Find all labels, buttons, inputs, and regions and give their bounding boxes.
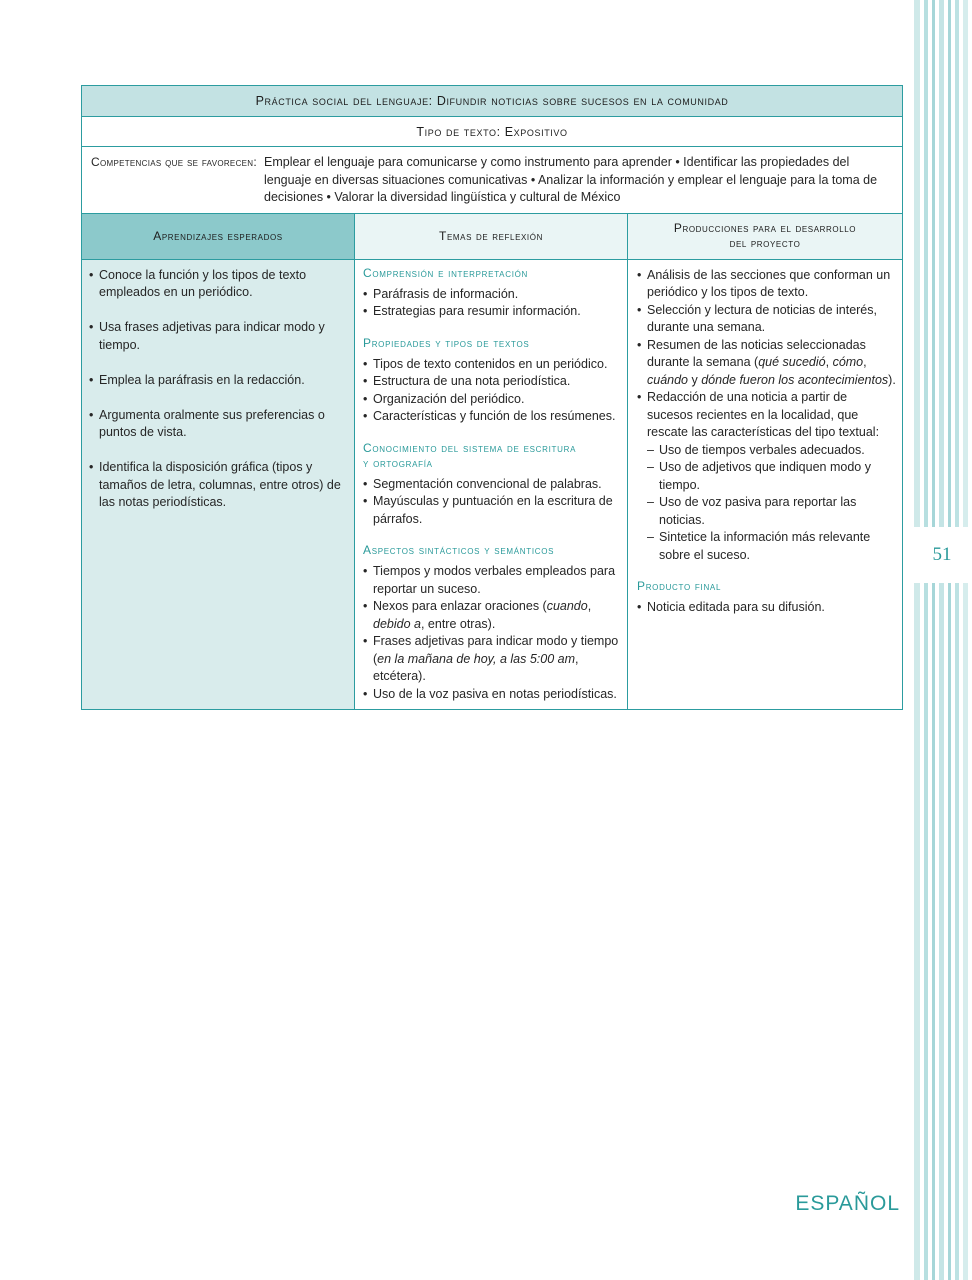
text-type-row: Tipo de texto: Expositivo: [82, 117, 902, 147]
section-title-line1: Conocimiento del sistema de escritura: [363, 440, 577, 455]
list-item: [363, 598, 621, 633]
temas-column: [355, 260, 628, 710]
italic-run: debido a: [373, 616, 421, 631]
list-item: • Uso de la voz pasiva en notas periodísticas.: [363, 686, 621, 704]
text-run: ,: [825, 355, 833, 369]
text-run: , entre otras).: [420, 616, 496, 631]
list-item: • Redacción de una noticia a partir de sucesos recientes en la localidad, que rescate las características del tipo textual:: [637, 389, 896, 442]
competencies-label: Competencias que se favorecen:: [91, 155, 257, 169]
text-run: ,: [587, 599, 592, 613]
list-item: • Tiempos y modos verbales empleados para reportar un suceso.: [363, 563, 621, 598]
list-item: • Usa frases adjetivas para indicar modo y tiempo.: [89, 319, 346, 354]
list-item: • Características y función de los resúmenes.: [363, 408, 621, 426]
column-headers: [82, 214, 902, 260]
text-run: , etcétera).: [373, 651, 579, 683]
list-item: • Mayúsculas y puntuación en la escritura de párrafos.: [363, 493, 621, 528]
italic-run: cuándo: [647, 372, 689, 387]
italic-run: cuando: [546, 599, 588, 613]
section-title: [363, 441, 621, 471]
list-item: • Selección y lectura de noticias de interés, durante una semana.: [637, 302, 896, 337]
header-producciones-line2: del proyecto: [729, 236, 801, 250]
competencies-row: [82, 147, 902, 214]
sub-list-item: – Uso de tiempos verbales adecuados.: [647, 442, 896, 460]
list-item: • Emplea la paráfrasis en la redacción.: [89, 372, 346, 390]
list-item: • Identifica la disposición gráfica (tipos y tamaños de letra, columnas, entre otros) de las notas periodísticas.: [89, 459, 346, 512]
section-title: Comprensión e interpretación: [363, 265, 529, 280]
page-number: 51: [912, 527, 972, 583]
table-body: [82, 260, 902, 710]
section-title: Producto final: [637, 579, 722, 593]
header-producciones-line1: Producciones para el desarrollo: [673, 221, 857, 235]
sub-list-item: – Uso de voz pasiva para reportar las noticias.: [647, 494, 896, 529]
producciones-column: [628, 260, 902, 710]
sub-list-item: – Uso de adjetivos que indiquen modo y tiempo.: [647, 459, 896, 494]
aprendizajes-column: [82, 260, 355, 710]
italic-run: cómo: [832, 355, 864, 369]
practice-banner: Práctica social del lenguaje: Difundir noticias sobre sucesos en la comunidad: [82, 86, 902, 117]
header-temas: Temas de reflexión: [355, 214, 628, 259]
text-run: Resumen de las noticias seleccionadas durante la semana (: [647, 337, 866, 369]
list-item: • Segmentación convencional de palabras.: [363, 476, 621, 494]
text-run: Nexos para enlazar oraciones (: [373, 599, 547, 613]
section-title: Propiedades y tipos de textos: [363, 335, 530, 350]
curriculum-table: [81, 85, 903, 710]
text-run: ,: [863, 355, 867, 369]
list-item: • Estructura de una nota periodística.: [363, 373, 621, 391]
list-item: • Noticia editada para su difusión.: [637, 599, 896, 617]
list-item: • Tipos de texto contenidos en un periódico.: [363, 356, 621, 374]
text-run: y: [688, 372, 702, 387]
section-title: Aspectos sintácticos y semánticos: [363, 543, 555, 557]
subject-footer: ESPAÑOL: [795, 1192, 900, 1215]
list-item: • Conoce la función y los tipos de texto empleados en un periódico.: [89, 267, 346, 302]
section-title-line2: y ortografía: [363, 455, 433, 470]
list-item: • Análisis de las secciones que conforman un periódico y los tipos de texto.: [637, 267, 896, 302]
italic-run: en la mañana de hoy, a las 5:00 am: [377, 651, 575, 666]
list-item: • Argumenta oralmente sus preferencias o puntos de vista.: [89, 407, 346, 442]
header-aprendizajes: Aprendizajes esperados: [82, 214, 355, 259]
text-run: ).: [888, 372, 896, 387]
italic-run: dónde fueron los acontecimientos: [701, 372, 889, 387]
competencies-text: Emplear el lenguaje para comunicarse y como instrumento para aprender • Identificar las propiedades del lenguaje en diversas situaciones comunicativas • Analizar la información y emplear el lenguaje para la toma de decisiones • Valorar la diversidad lingüística y cultural de México: [264, 155, 878, 204]
list-item: [637, 337, 896, 390]
italic-run: qué sucedió: [758, 355, 826, 369]
list-item: • Paráfrasis de información.: [363, 286, 621, 304]
text-run: Frases adjetivas para indicar modo y tiempo (: [373, 634, 619, 666]
list-item: [363, 633, 621, 686]
sub-list-item: – Sintetice la información más relevante sobre el suceso.: [647, 529, 896, 564]
list-item: • Organización del periódico.: [363, 391, 621, 409]
list-item: • Estrategias para resumir información.: [363, 303, 621, 321]
header-producciones: [628, 214, 902, 259]
decorative-stripes: [912, 0, 972, 1280]
